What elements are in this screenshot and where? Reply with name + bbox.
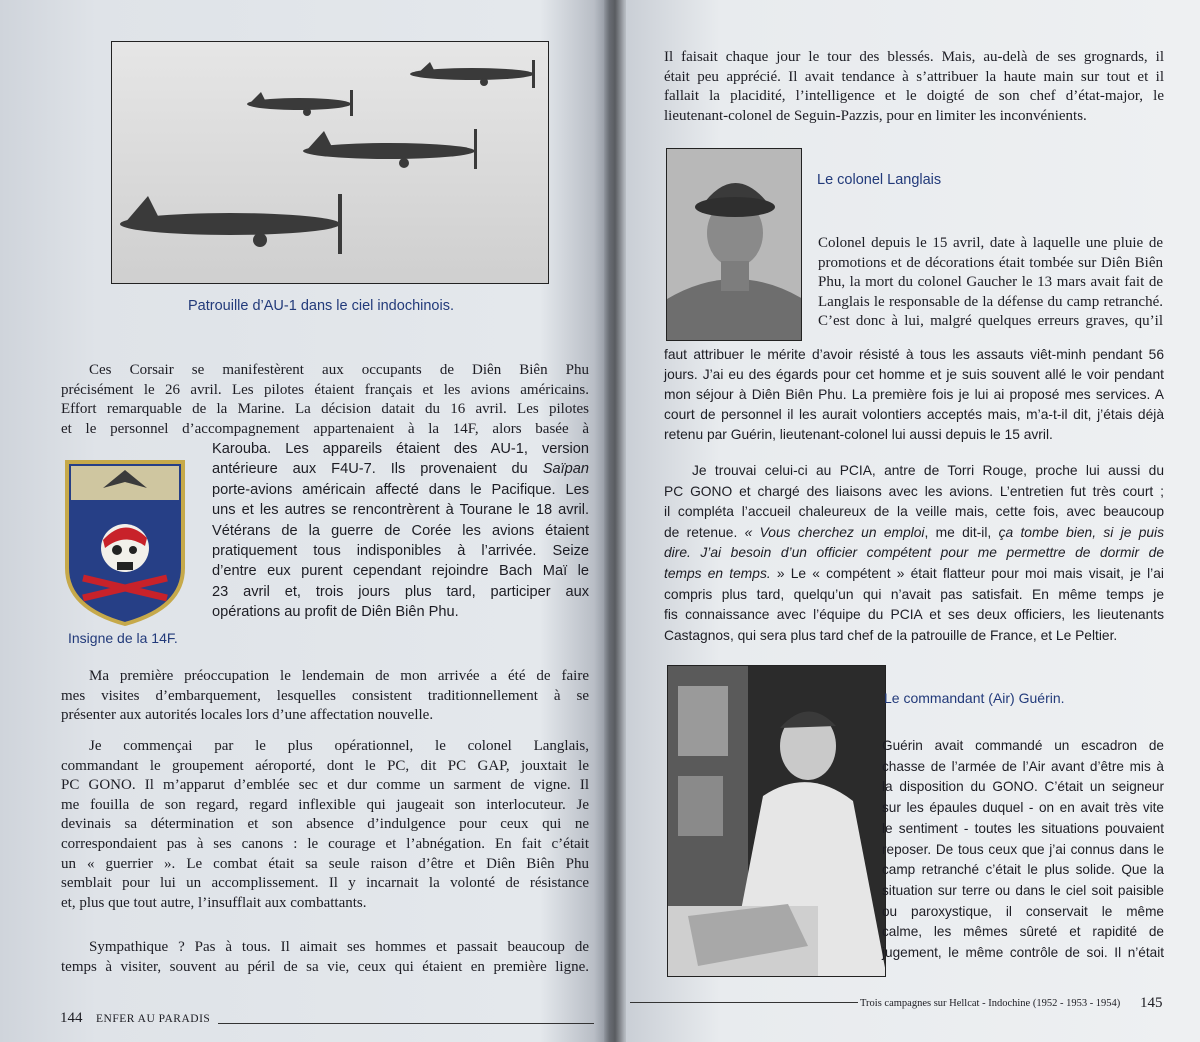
soldier-portrait-illustration	[667, 149, 802, 341]
text-line: faut attribuer le mérite d’avoir résisté à tous les assauts viêt-minh pendant 56	[664, 347, 1164, 362]
text-run: » Le « compétent » était flatteur pour moi mais visait, je l’ai	[776, 565, 1164, 581]
paragraph-pcia	[664, 461, 1164, 646]
text-line: présenter aux autorités locales lors d’une affectation nouvelle.	[61, 707, 434, 724]
text-line	[664, 523, 1164, 544]
paragraph-langlais-visit	[61, 737, 589, 913]
text-line: Karouba. Les appareils étaient des AU-1, version	[212, 441, 589, 457]
text-run: de retenue.	[664, 524, 738, 540]
insignia-caption: Insigne de la 14F.	[68, 630, 178, 646]
footer-rule-left	[218, 1023, 594, 1024]
text-line: promotions et de décorations était tombée sur Diên Biên	[818, 254, 1163, 271]
text-line: Ma première préoccupation le lendemain de mon arrivée a été de faire	[89, 668, 589, 684]
text-line: ou paroxystique, il conservait le même	[882, 903, 1164, 919]
text-line: calme, les mêmes sûreté et rapidité de	[882, 924, 1164, 940]
text-line: Je trouvai celui-ci au PCIA, antre de Torri Rouge, proche lui aussi du	[692, 463, 1164, 478]
text-line: Castagnos, qui sera plus tard chef de la patrouille de France, et Le Peltier.	[664, 627, 1118, 643]
text-line: chasse de l’armée de l’Air avant d’être mis à	[882, 758, 1164, 774]
text-line: opérations au profit de Diên Biên Phu.	[212, 604, 459, 621]
text-line: le sentiment - toutes les situations pouvaient	[882, 820, 1164, 836]
text-line: Sympathique ? Pas à tous. Il aimait ses hommes et passait beaucoup de	[89, 939, 589, 955]
paragraph-premiere-preoccupation	[61, 667, 589, 726]
text-line: situation sur terre ou dans le ciel soit paisible	[882, 882, 1164, 898]
right-page	[622, 0, 1200, 1042]
quote-run: temps en temps.	[664, 565, 771, 581]
text-line: et le personnel d’accompagnement appartenaient à la 14F, alors basée à	[61, 420, 589, 437]
text-line: uns et les autres se rencontrèrent à Tourane le 18 avril.	[212, 502, 589, 519]
text-line: Je commençai par le plus opérationnel, le colonel Langlais,	[89, 738, 589, 754]
text-line: d’entre eux purent cependant rejoindre Bach Maï le	[212, 563, 589, 580]
text-line: 23 avril et, trois jours plus tard, participer aux	[212, 583, 589, 600]
quote-run: ça tombe bien, si je puis	[998, 524, 1165, 540]
text-line: et, plus que tout autre, l’insufflait aux combattants.	[61, 894, 367, 911]
text-line: il compléta l’accueil chaleureux de la veille mais, cette fois, avec beaucoup	[664, 504, 1164, 520]
text-line: sur les épaules duquel - on en avait très vite	[882, 800, 1164, 816]
text-line: C’est donc à lui, malgré quelques erreurs graves, qu’il	[818, 313, 1163, 330]
langlais-portrait	[666, 148, 802, 341]
text-line: un « guerrier ». Le combat était sa seule raison d’être et Diên Biên Phu	[61, 855, 589, 872]
paragraph-blesses	[664, 48, 1164, 126]
text-line: Il faisait chaque jour le tour des blessés. Mais, au-delà de ses grognards, il	[664, 49, 1164, 65]
text-line: jugement, le même contrôle de soi. Il n’était	[882, 945, 1164, 961]
langlais-caption: Le colonel Langlais	[817, 172, 942, 188]
text-line: reposer. De tous ceux que j’ai connus dans le	[882, 841, 1164, 857]
paragraph-corsair-wrap	[212, 439, 589, 623]
guerin-photo	[667, 665, 886, 977]
text-line: court de personnel il les aurait volontiers acceptés mais, m’a-t-il dit, j’étais déjà	[664, 407, 1164, 422]
text-line: fallait la placidité, l’intelligence et le doigté de son chef d’état-major, le	[664, 88, 1164, 105]
text-line: Vétérans de la guerre de Corée les avions étaient	[212, 522, 589, 539]
text-line: fis connaissance avec l’équipe du PCIA et ses deux officiers, les lieutenants	[664, 607, 1164, 623]
paragraph-corsair	[61, 361, 589, 439]
paragraph-sympathique	[61, 938, 589, 977]
text-line: mes visites d’embarquement, lesquelles consistent traditionnellement à se	[61, 687, 589, 704]
text-line: PC GONO et chargé des liaisons avec les avions. L’entretien fut très court ;	[664, 483, 1164, 499]
footer-rule-right	[630, 1002, 858, 1003]
text-line: Guérin avait commandé un escadron de	[882, 738, 1164, 753]
text-line: PC GONO. Il m’apparut d’emblée sec et dur comme un sarment de vigne. Il	[61, 777, 589, 794]
text-line: jours. J’ai eu des égards pour cet homme et je suis souvent allé le voir pendant	[664, 367, 1164, 382]
officer-at-desk-illustration	[668, 666, 886, 977]
text-line: dire. J’ai besoin d’un officier compétent pour me permettre de dormir de	[664, 545, 1164, 561]
text-line: commandant le groupement aéroporté, dont le PC, dit PC GAP, jouxtait le	[61, 757, 589, 774]
text-line: Ces Corsair se manifestèrent aux occupants de Diên Biên Phu	[89, 362, 589, 378]
text-line: Colonel depuis le 15 avril, date à laquelle une pluie de	[818, 235, 1163, 251]
text-line: camp retranché c’était le plus solide. Que la	[882, 862, 1164, 878]
text-line: était peu apprécié. Il avait tendance à s’attribuer la haute main sur tout et il	[664, 68, 1164, 85]
running-head-left: ENFER AU PARADIS	[96, 1013, 211, 1025]
text-line: précisément le 26 avril. Les pilotes étaient français et les avions américains.	[61, 381, 589, 398]
text-line: la disposition du GONO. C’était un seigneur	[882, 779, 1164, 795]
text-line: correspondaient pas à ses canons : le courage et l’abnégation. En fait c’était	[61, 835, 589, 852]
page-number-left: 144	[60, 1010, 83, 1026]
text-line	[212, 459, 589, 479]
text-line: temps à visiter, souvent au péril de sa vie, ceux qui étaient en première ligne.	[61, 958, 589, 975]
aircraft-photo-caption: Patrouille d’AU-1 dans le ciel indochinois.	[188, 298, 454, 314]
paragraph-langlais-wrap	[818, 234, 1163, 332]
text-line	[664, 564, 1164, 585]
text-line: pratiquement tous indisponibles à l’arrivée. Seize	[212, 543, 589, 560]
text-run: , me dit-il,	[924, 524, 992, 540]
text-line: semblait pour lui un accomplissement. Il y incarnait la volonté de résistance	[61, 875, 589, 892]
paragraph-langlais-full	[664, 345, 1164, 445]
text-line: Phu, la mort du colonel Gaucher le 13 mars avait fait de	[818, 274, 1163, 291]
running-head-right: Trois campagnes sur Hellcat - Indochine (1952 - 1953 - 1954)	[860, 998, 1121, 1009]
text-line: compris plus tard, quelqu’un qui n’avait pas satisfait. En même temps je	[664, 586, 1164, 602]
text-line: me fouilla de son regard, regard inflexible qui jaugeait son interlocuteur. Je	[61, 796, 589, 813]
text-line: Langlais le responsable de la défense du camp retranché.	[818, 293, 1163, 310]
text-line: Effort remarquable de la Marine. La décision datait du 16 avril. Les pilotes	[61, 401, 589, 418]
aircraft-photo	[111, 41, 549, 284]
paragraph-guerin	[882, 736, 1164, 964]
text-line: lieutenant-colonel de Seguin-Pazzis, pour en limiter les inconvénients.	[664, 107, 1087, 124]
quote-run: « Vous cherchez un emploi	[744, 524, 925, 540]
ship-name: Saïpan	[542, 461, 589, 478]
squadron-insignia	[63, 458, 187, 626]
aircraft-patrol-illustration	[112, 42, 549, 284]
text-line: devinais sa détermination et son absence d’indulgence pour ceux qui ne	[61, 816, 589, 833]
text-run: antérieure aux F4U-7. Ils provenaient du	[212, 461, 528, 478]
insignia-shield-icon	[63, 458, 187, 626]
page-number-right: 145	[1140, 995, 1163, 1011]
text-line: porte-avions américain affecté dans le Pacifique. Les	[212, 481, 589, 498]
guerin-caption: Le commandant (Air) Guérin.	[884, 690, 1065, 706]
text-line: mon séjour à Diên Biên Phu. La première fois je lui ai proposé mes services. A	[664, 387, 1164, 402]
text-line: retenu par Guérin, lieutenant-colonel lui aussi depuis le 15 avril.	[664, 427, 1053, 442]
